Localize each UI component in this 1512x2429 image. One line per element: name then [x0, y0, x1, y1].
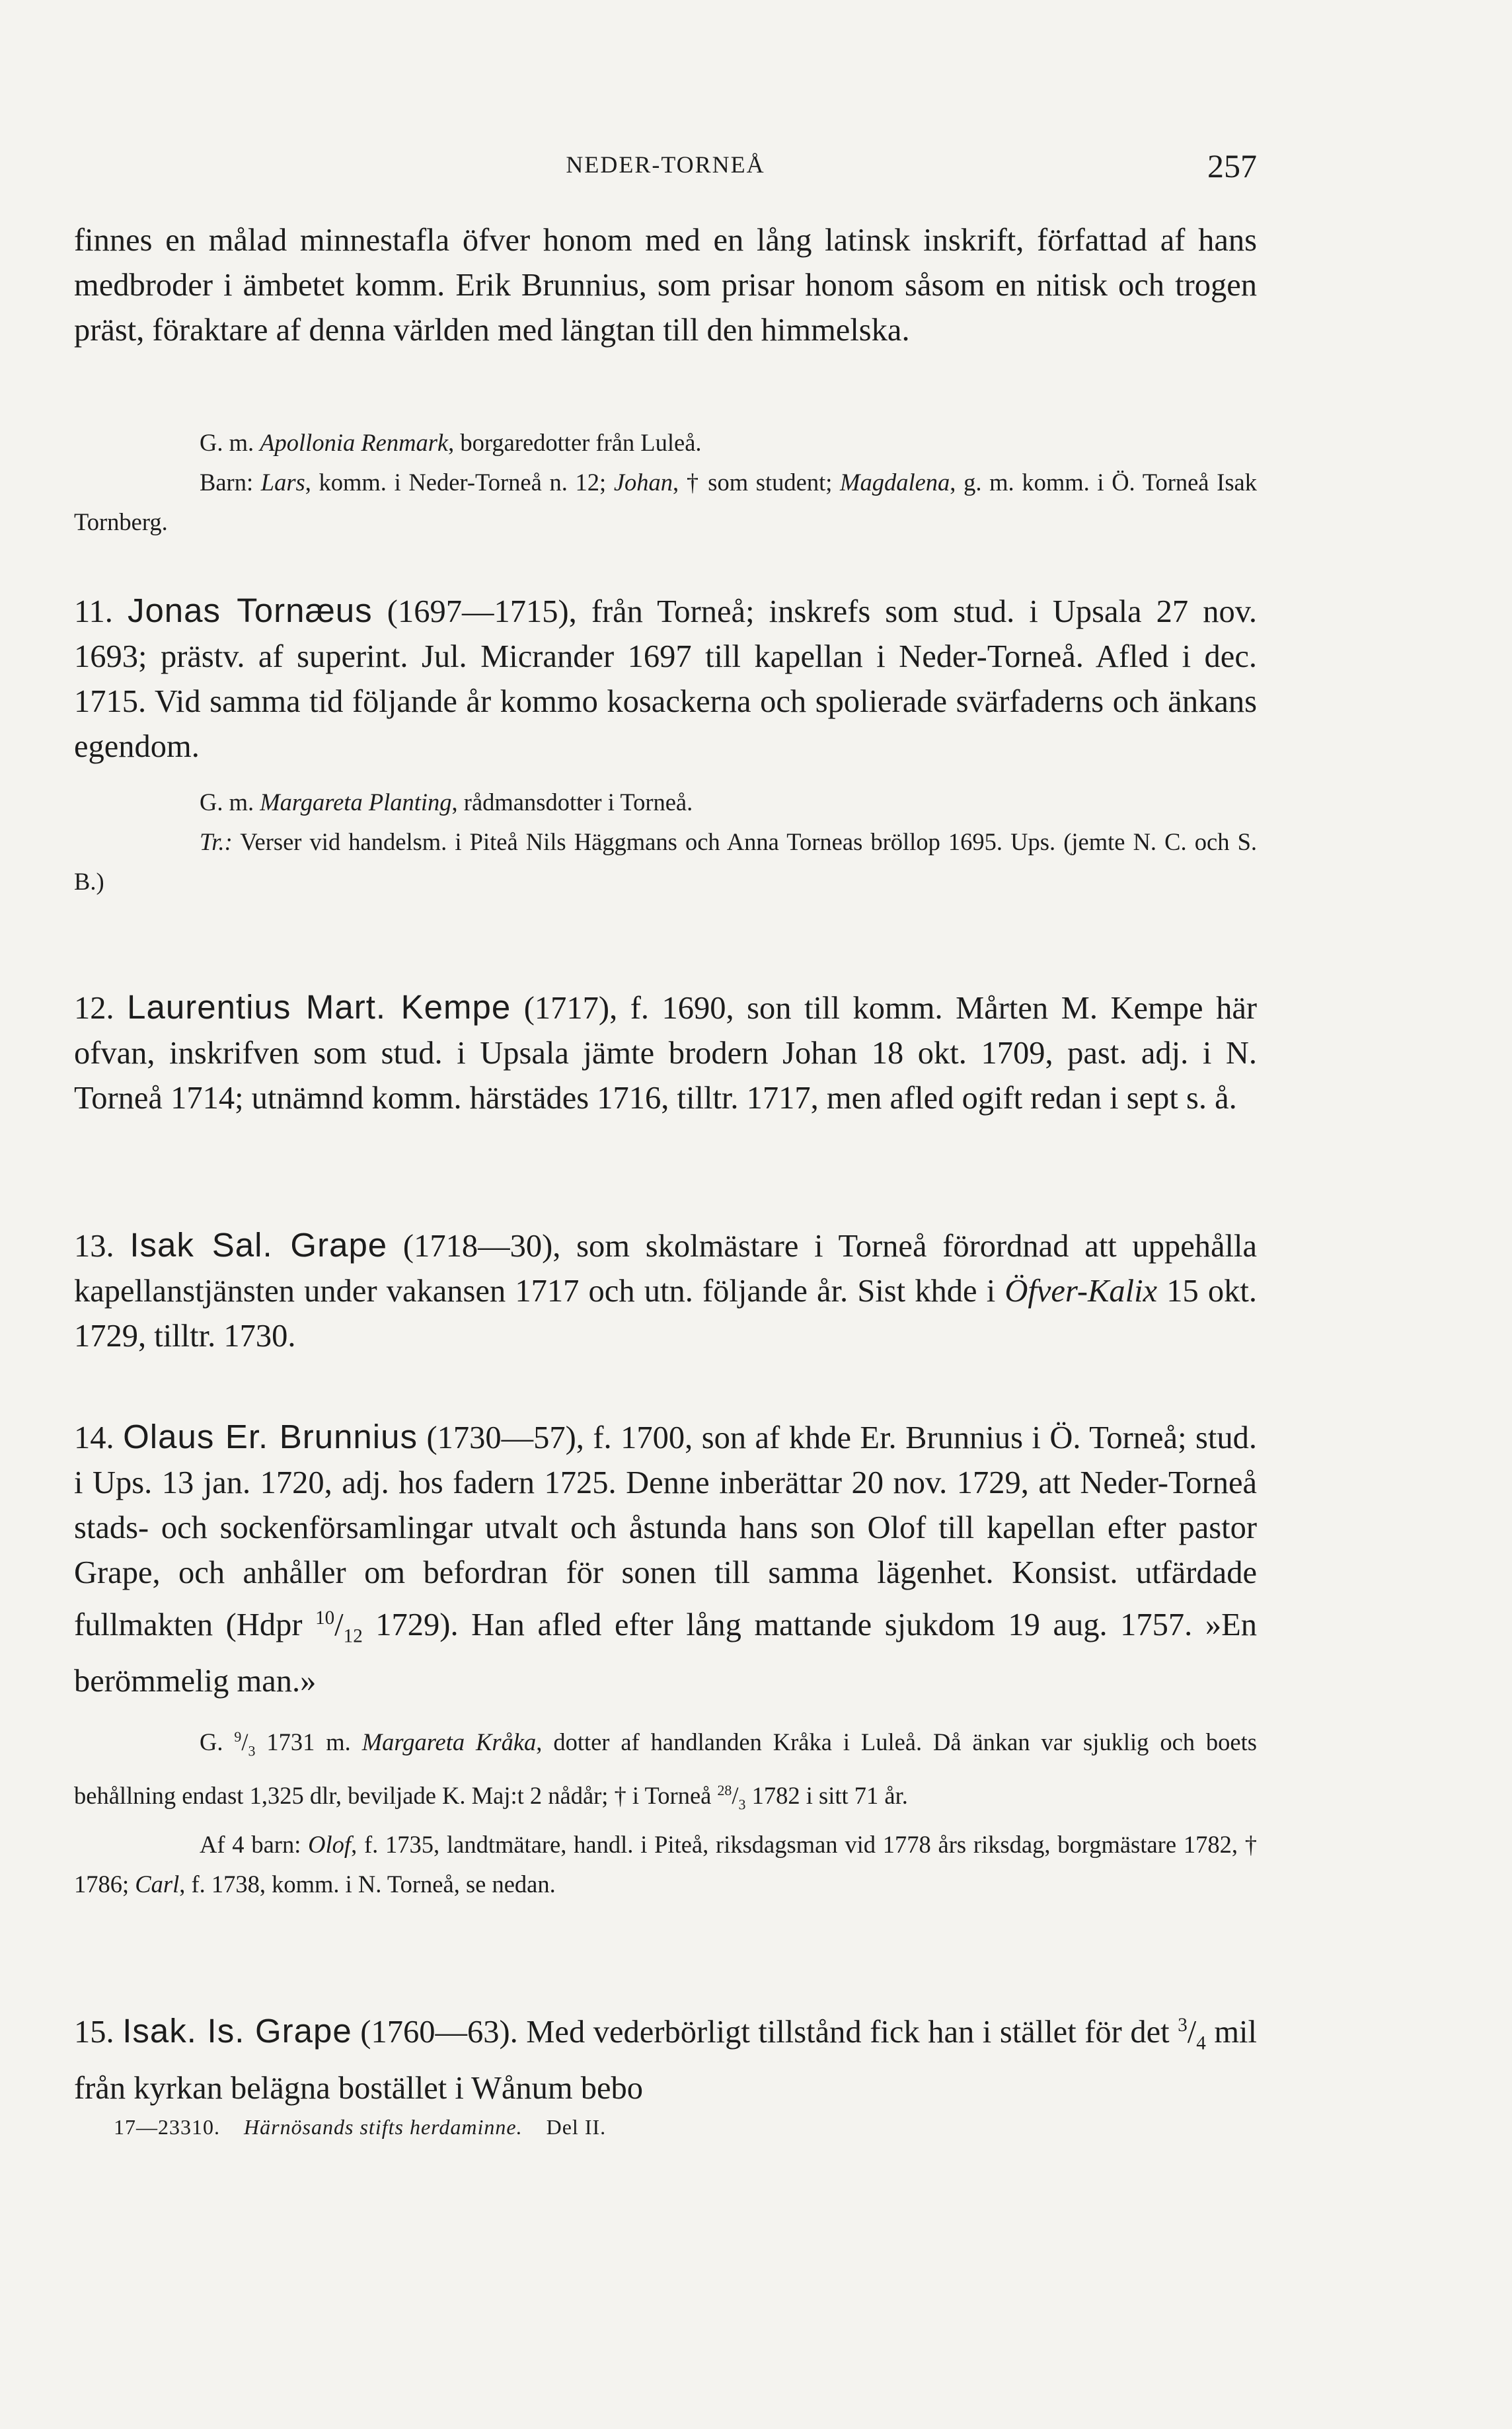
marriage-prefix: G. m. — [200, 429, 260, 456]
entry-name: Jonas Tornæus — [127, 592, 373, 629]
fraction-denominator: 3 — [738, 1796, 746, 1813]
entry-number: 12. — [74, 991, 128, 1026]
text-run: (1760—63). Med vederbörligt tillstånd fick han i stället för det — [352, 2015, 1178, 2050]
text-run: , f. 1738, komm. i N. Torneå, se nedan. — [179, 1870, 556, 1898]
text-run: 1731 m. — [255, 1728, 362, 1755]
fraction — [234, 1728, 256, 1759]
fraction-numerator: 10 — [315, 1607, 335, 1629]
fraction-numerator: 3 — [1178, 2015, 1188, 2036]
text-run: (1718—30), som skolmästare i Torneå förordnad att uppehålla kapellanstjänsten under vakansen 1717 och utn. följande år. Sist khde i — [74, 1229, 1257, 1309]
entry-number: 13. — [74, 1229, 130, 1264]
italic-text: Tr.: — [200, 828, 233, 855]
fraction-slash: / — [241, 1728, 248, 1755]
fraction-slash: / — [732, 1782, 739, 1810]
text-run: 15 okt. 1729, tilltr. 1730. — [74, 1274, 1258, 1354]
fraction-slash: / — [1187, 2015, 1197, 2050]
entry-14 — [74, 1414, 1257, 1904]
text-run: , g. m. komm. i Ö. Torneå Isak Tornberg. — [74, 469, 1257, 535]
italic-text: Olof — [308, 1830, 352, 1858]
page-header — [74, 147, 1257, 186]
text-run: G. — [200, 1728, 235, 1755]
marriage-rest: , borgaredotter från Luleå. — [448, 429, 702, 456]
fraction-denominator: 12 — [343, 1625, 363, 1647]
page-footer — [114, 2115, 606, 2140]
italic-text: Lars — [260, 469, 305, 496]
entry-note — [74, 1717, 1257, 1825]
intro-children-note — [74, 463, 1257, 542]
italic-text: Öfver-Kalix — [1004, 1274, 1158, 1309]
entry-11 — [74, 588, 1257, 902]
entry-number: 15. — [74, 2015, 123, 2050]
entry-paragraph — [74, 588, 1257, 769]
entry-text: (1697—1715), från Torneå; inskrefs som stud. i Upsala 27 nov. 1693; prästv. af superint. Jul. Micrander 1697 till kapellan i Neder-Torneå. Afled i dec. 1715. Vid samma tid följande år kommo kosackerna och spolierade svärfaderns och änkans egendom. — [74, 594, 1258, 764]
running-head: NEDER-TORNEÅ — [566, 151, 765, 178]
italic-text: Margareta Planting — [260, 789, 452, 816]
intro-block — [74, 218, 1257, 353]
page-number: 257 — [1207, 147, 1257, 184]
fraction-denominator: 3 — [248, 1742, 256, 1759]
text-run: Verser vid handelsm. i Piteå Nils Häggmans och Anna Torneas bröllop 1695. Ups. (jemte N. C. och S. B.) — [74, 828, 1257, 895]
intro-notes — [74, 423, 1257, 542]
book-page — [74, 0, 1257, 2429]
entry-name: Isak Sal. Grape — [130, 1226, 388, 1264]
entry-name: Isak. Is. Grape — [122, 2012, 352, 2050]
fraction-slash: / — [334, 1607, 344, 1643]
text-run: 1782 i sitt 71 år. — [745, 1782, 908, 1810]
entry-note — [74, 822, 1257, 902]
footer-part: Del II. — [546, 2115, 607, 2139]
entry-note — [74, 783, 1257, 822]
intro-marriage-note — [74, 423, 1257, 463]
entry-name: Olaus Er. Brunnius — [123, 1418, 418, 1455]
text-run: , rådmansdotter i Torneå. — [451, 789, 693, 816]
italic-text: Magdalena — [840, 469, 950, 496]
fraction-numerator: 9 — [234, 1728, 242, 1745]
entry-13 — [74, 1223, 1257, 1359]
footer-title: Härnösands stifts herdaminne. — [244, 2115, 523, 2139]
entry-notes — [74, 783, 1257, 902]
entry-name: Laurentius Mart. Kempe — [127, 988, 511, 1026]
fraction — [717, 1782, 746, 1813]
text-run: , † som student; — [673, 469, 841, 496]
entry-text: (1717), f. 1690, son till komm. Mårten M. Kempe här ofvan, inskrifven som stud. i Upsala jämte brodern Johan 18 okt. 1709, past. adj. i N. Torneå 1714; utnämnd komm. härstädes 1716, tilltr. 1717, men afled ogift redan i sept s. å. — [74, 991, 1257, 1116]
text-run: , komm. i Neder-Torneå n. 12; — [305, 469, 614, 496]
text-run: mil från kyrkan belägna bostället i Wånum bebo — [74, 2015, 1258, 2106]
italic-text: Johan — [613, 469, 673, 496]
text-run: 1729). Han afled efter lång mattande sjukdom 19 aug. 1757. »En berömmelig man.» — [74, 1607, 1257, 1699]
marriage-name: Apollonia Renmark — [260, 429, 449, 456]
entry-paragraph — [74, 2003, 1257, 2111]
entry-12 — [74, 985, 1257, 1121]
text-run: Barn: — [200, 469, 261, 496]
fraction-denominator: 4 — [1196, 2032, 1206, 2054]
fraction — [1178, 2015, 1206, 2054]
text-run: , dotter af handlanden Kråka i Luleå. Då änkan var sjuklig och boets behållning endast 1,325 dlr, beviljade K. Maj:t 2 nådår; † i Torneå — [74, 1728, 1257, 1810]
text-run: G. m. — [200, 789, 260, 816]
entry-paragraph — [74, 985, 1257, 1121]
entry-notes — [74, 1717, 1257, 1904]
intro-paragraph: finnes en målad minnestafla öfver honom med en lång latinsk inskrift, författad af hans medbroder i ämbetet komm. Erik Brunnius, som prisar honom såsom en nitisk och trogen präst, föraktare af denna världen med längtan till den himmelska. — [74, 223, 1257, 348]
italic-text: Margareta Kråka — [361, 1728, 537, 1755]
fraction — [315, 1607, 363, 1647]
text-run: , f. 1735, landtmätare, handl. i Piteå, riksdagsman vid 1778 års riksdag, borgmästare 1782, † 1786; — [74, 1830, 1257, 1898]
entry-note — [74, 1825, 1257, 1904]
entry-paragraph — [74, 1223, 1257, 1359]
fraction-numerator: 28 — [717, 1782, 732, 1799]
entry-number: 11. — [74, 594, 128, 629]
entry-number: 14. — [74, 1420, 124, 1455]
entry-paragraph — [74, 1414, 1257, 1704]
text-run: Af 4 barn: — [200, 1830, 309, 1858]
footer-signature: 17—23310. — [114, 2115, 220, 2139]
text-run: (1730—57), f. 1700, son af khde Er. Brunnius i Ö. Torneå; stud. i Ups. 13 jan. 1720, adj. hos fadern 1725. Denne inberättar 20 nov. 1729, att Neder-Torneå stads- och sockenförsamlingar utvalt och åstunda hans son Olof till kapellan efter pastor Grape, och anhåller om befordran för sonen till samma lägenhet. Konsist. utfärdade fullmakten (Hdpr — [74, 1420, 1257, 1643]
entry-15 — [74, 2003, 1257, 2111]
italic-text: Carl — [135, 1870, 180, 1898]
